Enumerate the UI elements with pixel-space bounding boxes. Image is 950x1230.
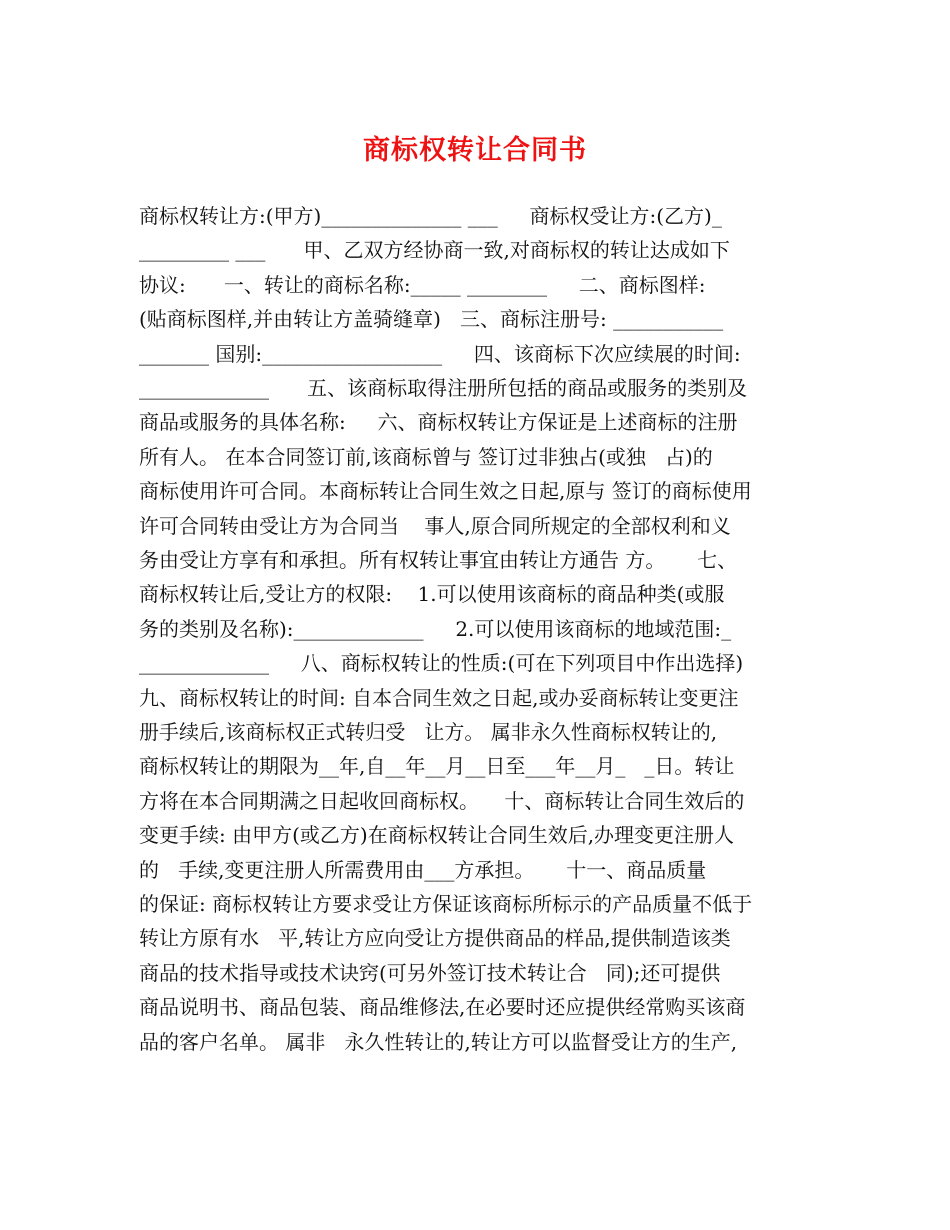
body-line: 务由受让方享有和承担。所有权转让事宜由转让方通告 方。 七、 [139,548,738,572]
body-line: _____________ 八、商标权转让的性质:(可在下列项目中作出选择) [139,651,744,676]
body-line: 商标权转让方:(甲方)______________ ___ 商标权受让方:(乙方)_ [139,204,722,228]
body-line: 的保证: 商标权转让方要求受让方保证该商标所标示的产品质量不低于 [139,892,753,916]
body-line: 商品或服务的具体名称: 六、商标权转让方保证是上述商标的注册 [139,410,738,435]
body-line: 商标使用许可合同。本商标转让合同生效之日起,原与 签订的商标使用 [139,479,752,504]
document-title: 商标权转让合同书 [363,135,587,166]
body-line: 许可合同转由受让方为合同当 事人,原合同所规定的全部权利和义 [139,513,731,538]
body-line: 商品的技术指导或技术诀窍(可另外签订技术转让合 同);还可提供 [139,960,721,985]
body-line: 变更手续: 由甲方(或乙方)在商标权转让合同生效后,办理变更注册人 [139,823,735,848]
body-line: 商品说明书、商品包装、商品维修法,在必要时还应提供经常购买该商 [139,995,746,1020]
body-line: 方将在本合同期满之日起收回商标权。 十、商标转让合同生效后的 [139,788,745,813]
body-line: 商标权转让后,受让方的权限: 1.可以使用该商标的商品种类(或服 [139,582,725,607]
body-line: 品的客户名单。 属非 永久性转让的,转让方可以监督受让方的生产, [139,1029,738,1054]
body-line: 九、商标权转让的时间: 自本合同生效之日起,或办妥商标转让变更注 [139,685,739,710]
body-line: 册手续后,该商标权正式转归受 让方。 属非永久性商标权转让的, [139,720,718,744]
body-line: 商标权转让的期限为__年,自__年__月__日至___年__月_ _日。转让 [139,754,735,779]
body-line: (贴商标图样,并由转让方盖骑缝章) 三、商标注册号: ___________ [139,307,724,332]
body-line: _____________ 五、该商标取得注册所包括的商品或服务的类别及 [139,376,748,400]
body-line: 转让方原有水 平,转让方应向受让方提供商品的样品,提供制造该类 [139,926,731,951]
body-line: 的 手续,变更注册人所需费用由___方承担。 十一、商品质量 [139,857,707,882]
body-line: 协议: 一、转让的商标名称:_____ ________ 二、商标图样: [139,272,706,297]
body-line: 所有人。 在本合同签订前,该商标曾与 签订过非独占(或独 占)的 [139,444,713,469]
body-line: _________ ___ 甲、乙双方经协商一致,对商标权的转让达成如下 [139,238,730,263]
body-line: 务的类别及名称):_____________ 2.可以使用该商标的地域范围:_ [139,616,732,641]
body-line: _______ 国别:__________________ 四、该商标下次应续展的时间: [139,341,741,366]
